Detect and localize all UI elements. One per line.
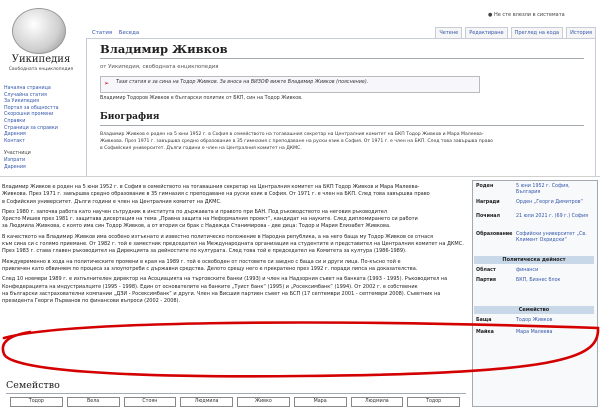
text-line: През 1983 г. става главен ръководител на Дирекцията за дейностите по културата. След това той е председател на Комитета за култура (1986-1989). xyxy=(2,248,407,255)
infobox-section-heading: Семейство xyxy=(474,306,594,314)
infobox-label: Награди xyxy=(476,200,500,205)
family-member-box[interactable]: Вела xyxy=(67,397,120,407)
section-heading-biography: Биография xyxy=(100,112,160,122)
sidebar-item[interactable]: Портал за общността xyxy=(4,105,59,111)
tab-talk[interactable]: Беседа xyxy=(118,30,140,36)
infobox-value: 21 юли 2021 г. (69 г.) София xyxy=(516,214,589,219)
text-line: Живкова. През 1971 г. завършва средно образование в 35 гимназия с преподаване на руски език в София. От 1971 г. е член на БКП. След това завършва право xyxy=(2,191,430,198)
text-line: Междувременно в хода на политическите промени в края на 1989 г. той е освободен от постовете си заедно с баща си и други лица. По-късно той е xyxy=(2,258,401,265)
sidebar-nav xyxy=(4,86,82,171)
hatnote-text: Тази статия е за сина на Тодор Живков. За вноса на ВИЗОФ вижте Владимир Живков (пояснение). xyxy=(116,80,369,85)
family-member-box[interactable]: Стоян xyxy=(124,397,177,407)
article-body xyxy=(2,181,468,305)
family-member-box[interactable]: Мара xyxy=(294,397,347,407)
infobox-section-heading: Политическа дейност xyxy=(474,256,594,264)
paragraph xyxy=(2,234,468,256)
infobox-label: Починал xyxy=(476,214,501,219)
paragraph-highlighted xyxy=(2,276,468,305)
tab-view-source[interactable]: Преглед на кода xyxy=(511,27,563,39)
heading-divider xyxy=(100,125,584,126)
paragraph xyxy=(2,184,468,206)
sidebar-item[interactable]: Контакт xyxy=(4,138,25,144)
user-status-link[interactable] xyxy=(488,12,565,18)
infobox-value: 5 юни 1952 г. София, България xyxy=(516,184,570,196)
biography-text xyxy=(100,131,584,153)
namespace-tabs xyxy=(92,30,144,36)
text-line: Владимир Живков е роден на 5 юни 1952 г. в София в семейството на тогавашния секретар на Централния комитет на БКП Тодор Живков и Мара Малеева- xyxy=(2,184,420,190)
section-heading-family: Семейство xyxy=(6,380,60,391)
infobox-value[interactable]: Софийски университет „Св. Климент Охридски“ xyxy=(516,232,587,244)
disambiguation-icon: ➢ xyxy=(104,80,110,87)
infobox-label: Образование xyxy=(476,232,513,237)
heading-divider xyxy=(6,393,466,394)
text-line: в Софийския университет. Дълги години е член на Централния комитет на ДКМС. xyxy=(2,198,222,205)
text-line: за Людмила Живкова, с която има син Тодор Живков, а от втория си брак с Надежда Станимирова - две деца: Тодор и Мария Елизабет Живкова. xyxy=(2,223,391,230)
family-tree xyxy=(10,397,460,407)
infobox-label: Баща xyxy=(476,318,492,323)
infobox-label: Партия xyxy=(476,278,496,283)
infobox-value[interactable]: Орден „Георги Димитров“ xyxy=(516,200,583,205)
paragraph xyxy=(2,259,468,274)
tab-history[interactable]: История xyxy=(566,27,596,39)
infobox-label: Област xyxy=(476,268,496,273)
sidebar-item[interactable]: Справки xyxy=(4,118,26,124)
infobox-value[interactable]: Мара Малеева xyxy=(516,330,553,335)
text-line: След 10 ноември 1989 г. е изпълнителен директор на Асоциацията на търговските банки (1993) и член на Надзорния съвет на банката (1993 - 1995). Ръководител на xyxy=(2,276,448,283)
lead-sentence: Владимир Тодоров Живков е български политик от БКП, син на Тодор Живков. xyxy=(100,96,303,101)
sidebar-item[interactable]: За Уикипедия xyxy=(4,99,40,105)
infobox-value[interactable]: БКП, Бизнес блок xyxy=(516,278,561,283)
text-line: През 1980 г. започва работа като научен сътрудник в института по държавата и правото при БАН. Под ръководството на неговия ръководител xyxy=(2,208,388,215)
text-line: привлечен като обвиняем по процеса за злоупотреби с държавни средства. Делото срещу него е прекратено през 1992 г. поради липса на доказателства. xyxy=(2,265,418,272)
user-icon: ● xyxy=(488,12,493,18)
infobox-label: Майка xyxy=(476,330,494,335)
paragraph xyxy=(2,209,468,231)
text-line: президента Георги Първанов по финансови въпроси (2002 - 2008). xyxy=(2,298,181,305)
text-line: в Софийския университет. Дълги години е член на Централния комитет на ДКМС. xyxy=(100,146,302,152)
text-line: Владимир Живков е роден на 5 юни 1952 г. в София в семейството на тогавашния секретар на Централния комитет на БКП Тодор Живков и Мара Малеева- xyxy=(100,132,484,137)
text-line: на български застрахователни компании „ДЗИ - Росексимбанк“ и други. Член на Висшия партиен съвет на БСП (17 септември 2001 - септември 2008). Съветник на xyxy=(2,290,441,297)
text-line: Христо Мишев през 1981 г. защитава дисертация на тема „Правна защита на Неформалния проект“, кандидат на науките. След дипломирането си работи xyxy=(2,216,418,223)
text-line: В качеството на Владимир Живков има особено изтъкнато и известно политическо положение в Народна република, а на него баща му Тодор Живков се отнася xyxy=(2,233,433,240)
wikipedia-logo-icon[interactable] xyxy=(12,8,66,54)
infobox-value[interactable]: Тодор Живков xyxy=(516,318,553,323)
infobox-value: финанси xyxy=(516,268,539,273)
page-title: Владимир Живков xyxy=(100,42,228,56)
family-member-box[interactable]: Тодор xyxy=(10,397,63,407)
tab-edit[interactable]: Редактиране xyxy=(465,27,507,39)
text-line: Конфедерацията на индустриалците (1995 - 1998). Един от основателите на банките „Туист банк“ (1995) и „Росексимбанк“ (1994). От 2002 г. е собственик xyxy=(2,283,418,290)
text-line: към сина си с голямо приемане. От 1982 г. той е заместник председател на Международната организация на студентите и представител на Централния комитет на ДКМС. xyxy=(2,241,464,248)
sidebar-item[interactable]: Дарения xyxy=(4,164,26,170)
sidebar-item[interactable]: Начална страница xyxy=(4,86,51,91)
family-member-box[interactable]: Людмила xyxy=(180,397,233,407)
sidebar-item[interactable]: Изпрати xyxy=(4,157,26,163)
view-tabs xyxy=(435,27,596,39)
user-status-label: Не сте влезли в системата xyxy=(493,12,565,18)
title-divider xyxy=(100,58,584,59)
sidebar-heading: Участници xyxy=(4,151,31,157)
tagline: от Уикипедия, свободната енциклопедия xyxy=(100,64,219,70)
tab-article[interactable]: Статия xyxy=(92,30,113,36)
logo-subtitle: Свободната енциклопедия xyxy=(8,67,74,72)
family-member-box[interactable]: Живко xyxy=(237,397,290,407)
logo-title: Уикипедия xyxy=(11,54,71,65)
sidebar-item[interactable]: Страници за справки xyxy=(4,125,58,131)
infobox-label: Роден xyxy=(476,184,494,189)
family-member-box[interactable]: Людмила xyxy=(351,397,404,407)
family-member-box[interactable]: Тодор xyxy=(407,397,460,407)
text-line: Живкова. През 1971 г. завършва средно образование в 35 гимназия с преподаване на руски език в София. От 1971 г. е член на БКП. След това завършва право xyxy=(100,139,493,145)
tab-read[interactable]: Четене xyxy=(435,27,462,39)
sidebar-item[interactable]: Случайна статия xyxy=(4,92,47,98)
sidebar-item[interactable]: Скорошни промени xyxy=(4,112,54,118)
sidebar-item[interactable]: Дарения xyxy=(4,132,26,138)
